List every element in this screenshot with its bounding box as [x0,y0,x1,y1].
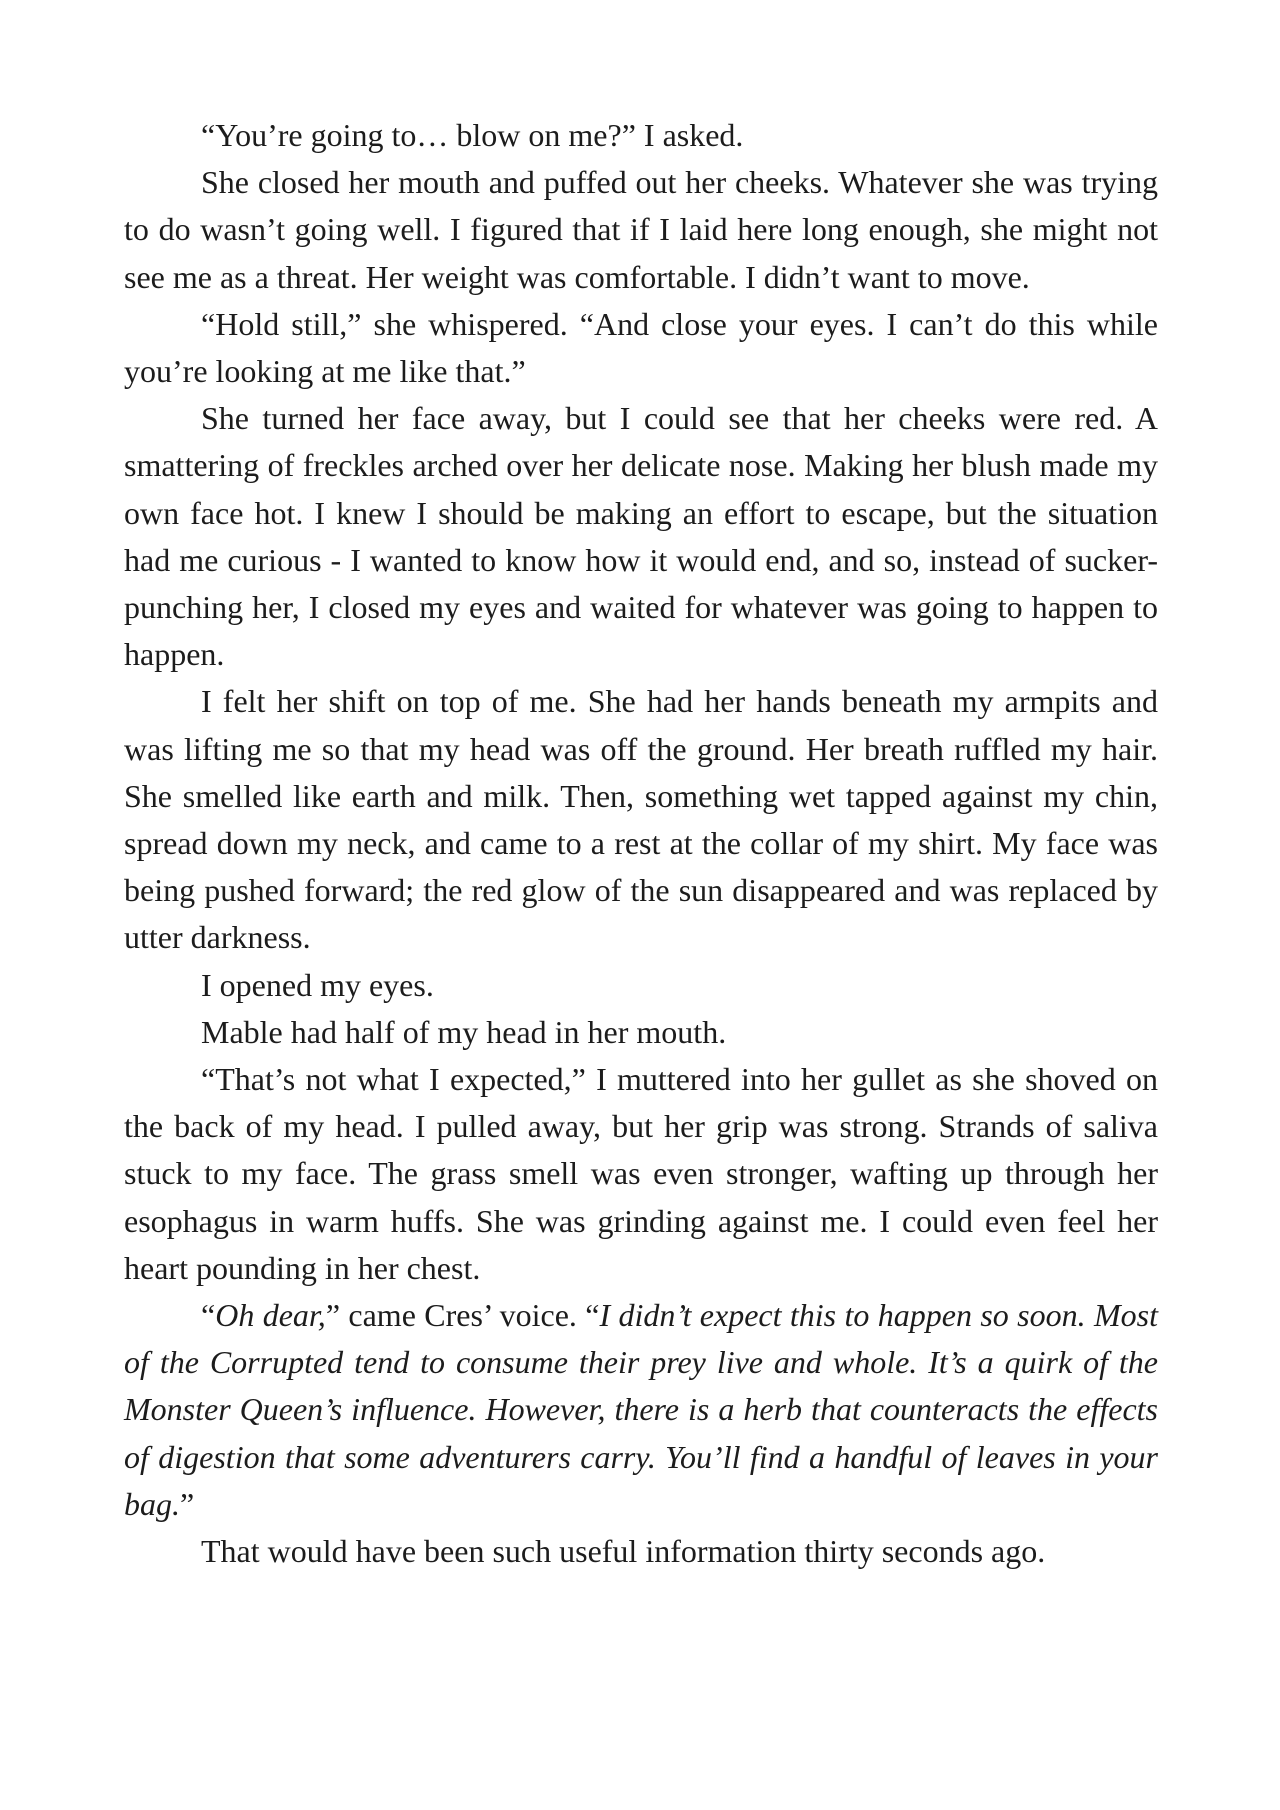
text-segment: “Hold still,” she whispered. “And close your eyes. I can’t do this while you’re looking at me like that.” [124,305,1158,390]
paragraph [124,1009,1158,1056]
paragraph [124,301,1158,395]
paragraph [124,159,1158,301]
italic-text-segment: I didn’t expect this to happen so soon. Most of the Corrupted tend to consume their prey live and whole. It’s a quirk of the Monster Queen’s influence. However, there is a herb that counteracts the effects of digestion that some adventurers carry. You’ll find a handful of leaves in your bag. [124,1297,1159,1522]
text-segment: She turned her face away, but I could see that her cheeks were red. A smattering of freckles arched over her delicate nose. Making her blush made my own face hot. I knew I should be making an effort to escape, but the situation had me curious - I wanted to know how it would end, and so, instead of sucker-punching her, I closed my eyes and waited for whatever was going to happen to happen. [124,400,1158,673]
text-segment: She closed her mouth and puffed out her cheeks. Whatever she was trying to do wasn’t going well. I figured that if I laid here long enough, she might not see me as a threat. Her weight was comfortable. I didn’t want to move. [124,164,1158,295]
paragraph [124,112,1158,159]
paragraph [124,395,1158,678]
text-segment: I felt her shift on top of me. She had her hands beneath my armpits and was lifting me so that my head was off the ground. Her breath ruffled my hair. She smelled like earth and milk. Then, something wet tapped against my chin, spread down my neck, and came to a rest at the collar of my shirt. My face was being pushed forward; the red glow of the sun disappeared and was replaced by utter darkness. [124,683,1158,956]
paragraph [124,1292,1158,1528]
text-segment: I opened my eyes. [201,966,434,1003]
text-segment: “ [201,1297,216,1334]
book-page [124,112,1158,1575]
text-segment: That would have been such useful information thirty seconds ago. [201,1533,1046,1570]
paragraph [124,1528,1158,1575]
text-segment: “That’s not what I expected,” I muttered into her gullet as she shoved on the back of my head. I pulled away, but her grip was strong. Strands of saliva stuck to my face. The grass smell was even stronger, wafting up through her esophagus in warm huffs. She was grinding against me. I could even feel her heart pounding in her chest. [124,1061,1158,1286]
italic-text-segment: Oh dear, [215,1297,326,1334]
paragraph [124,1056,1158,1292]
text-segment: ” came Cres’ voice. “ [325,1297,600,1334]
text-segment: “You’re going to… blow on me?” I asked. [201,117,744,153]
paragraph [124,678,1158,961]
text-segment: ” [180,1485,195,1522]
text-segment: Mable had half of my head in her mouth. [201,1013,727,1050]
paragraph [124,962,1158,1009]
